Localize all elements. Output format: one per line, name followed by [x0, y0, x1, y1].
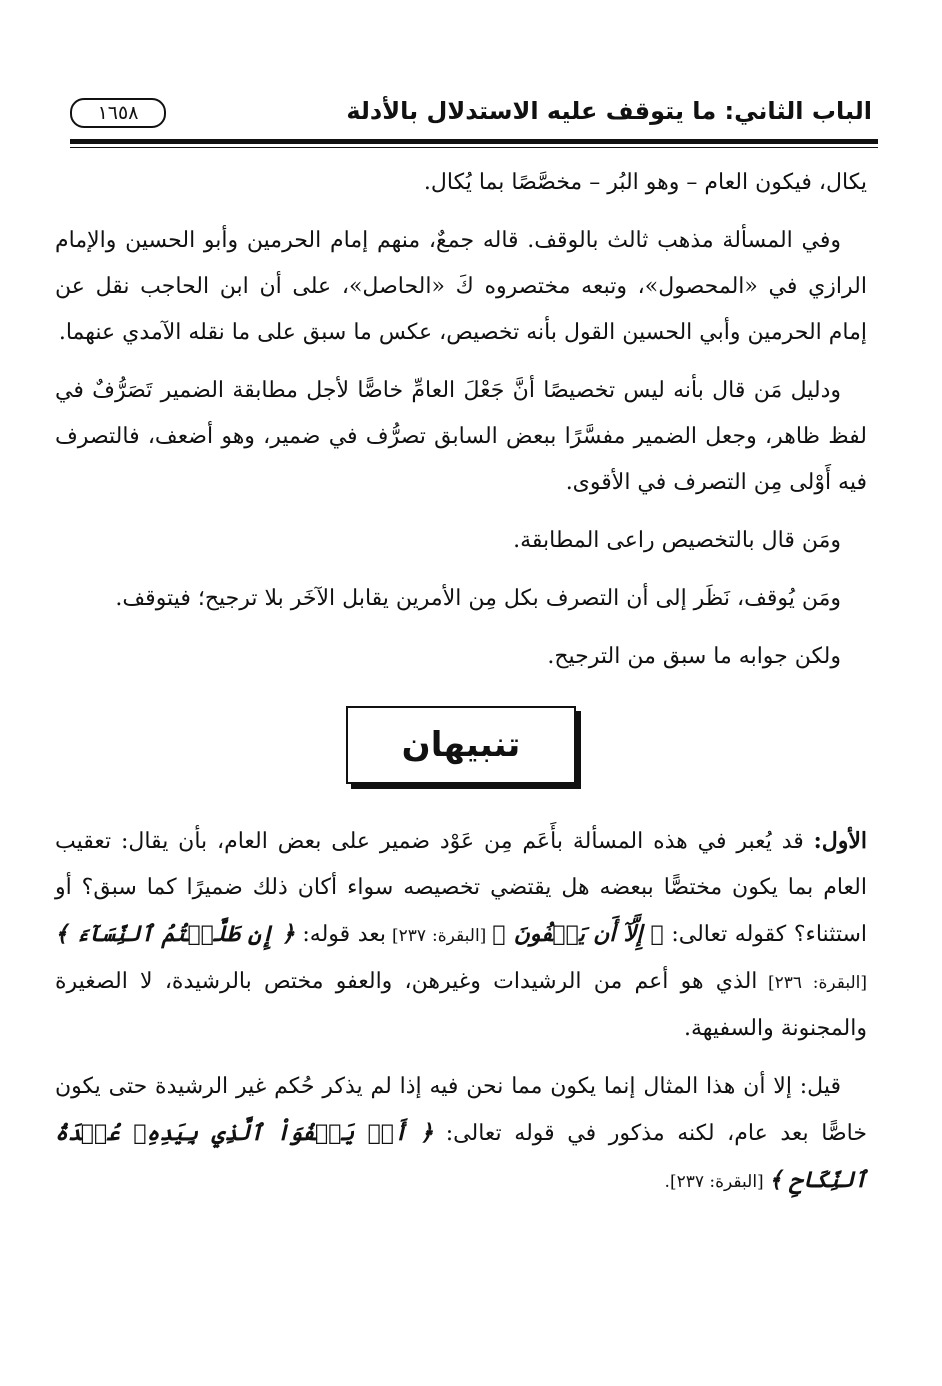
header-rule-thin	[70, 147, 878, 148]
paragraph-8	[55, 1064, 867, 1205]
quran-quote-3: ﴿ أَوۡ يَعۡفُوَاْ ٱلَّذِي بِيَدِهِۦ عُقۡدَةُ ٱلنِّكَاحِ ﴾	[55, 1120, 867, 1193]
paragraph-1: يكال، فيكون العام – وهو البُر – مخصَّصًا بما يُكال.	[423, 170, 867, 195]
paragraph-7-text-b: بعد قوله:	[294, 922, 387, 947]
paragraph-6: ولكن جوابه ما سبق من الترجيح.	[547, 644, 841, 669]
page-body	[55, 160, 867, 1217]
first-note-label: الأول:	[813, 828, 867, 854]
paragraph-3: ودليل مَن قال بأنه ليس تخصيصًا أنَّ جَعْلَ العامِّ خاصًّا لأجل مطابقة الضمير تَصَرُّفٌ في لفظ ظاهر، وجعل الضمير مفسَّرًا ببعض السابق تصرُّف في ضمير، وهو أضعف، فالتصرف فيه أَوْلى مِن التصرف في الأقوى.	[55, 378, 867, 495]
running-title: الباب الثاني: ما يتوقف عليه الاستدلال بالأدلة	[346, 97, 872, 125]
paragraph-4: ومَن قال بالتخصيص راعى المطابقة.	[513, 528, 841, 553]
quran-ref-1: [البقرة: ٢٣٧]	[386, 926, 493, 946]
quran-quote-1: ﴿ إِلَّآ أَن يَعۡفُونَ ﴾	[492, 921, 664, 947]
quran-quote-2: ﴿ إِن طَلَّقۡتُمُ ٱلنِّسَآءَ ﴾	[55, 921, 295, 947]
paragraph-2: وفي المسألة مذهب ثالث بالوقف. قاله جمعٌ، منهم إمام الحرمين وأبو الحسين والإمام الرازي في «المحصول»، وتبعه مختصروه كَ «الحاصل»، على أن ابن الحاجب نقل عن إمام الحرمين وأبي الحسين القول بأنه تخصيص، عكس ما سبق على ما نقله الآمدي عنهما.	[55, 228, 867, 345]
header-rule-thick	[70, 139, 878, 144]
paragraph-7-text-c: الذي هو أعم من الرشيدات وغيرهن، والعفو مختص بالرشيدة، لا الصغيرة والمجنونة والسفيهة.	[55, 969, 867, 1041]
quran-ref-3: [البقرة: ٢٣٧].	[664, 1172, 770, 1192]
page-number-badge: ١٦٥٨	[70, 98, 166, 128]
paragraph-7	[55, 818, 867, 1052]
paragraph-8-text-a: قيل: إلا أن هذا المثال إنما يكون مما نحن فيه إذا لم يذكر حُكم غير الرشيدة حتى يكون خاصًّا بعد عام، لكنه مذكور في قوله تعالى:	[55, 1074, 867, 1146]
paragraph-7-text-a: قد يُعبر في هذه المسألة بأَعَم مِن عَوْد ضمير على بعض العام، بأن يقال: تعقيب العام بما يكون مختصًّا ببعضه هل يقتضي تخصيصه سواء أكان ذلك ضميرًا كما سبق؟ أو استثناء؟ كقوله تعالى:	[55, 829, 868, 947]
quran-ref-2: [البقرة: ٢٣٦]	[757, 973, 867, 993]
paragraph-5: ومَن يُوقف، نَظَر إلى أن التصرف بكل مِن الأمرين يقابل الآخَر بلا ترجيح؛ فيتوقف.	[115, 586, 841, 611]
page-header	[70, 92, 878, 138]
notice-heading-box: تنبيهان	[346, 706, 576, 784]
